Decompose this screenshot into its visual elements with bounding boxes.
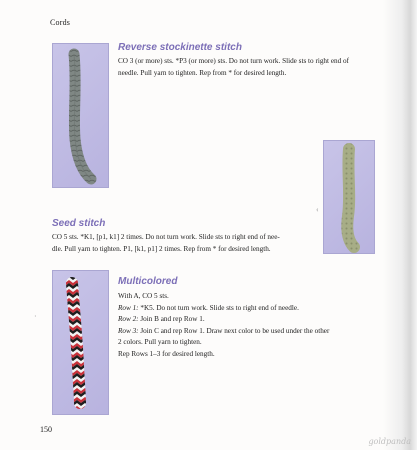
photo-reverse-stockinette bbox=[52, 43, 109, 188]
text-line: CO 5 sts. *K1, [p1, k1] 2 times. Do not turn work. Slide sts to right end of nee- bbox=[52, 233, 280, 241]
running-header: Cords bbox=[50, 18, 71, 27]
row-label: Row 2: bbox=[118, 315, 139, 323]
page-edge-shadow bbox=[383, 0, 417, 450]
text-line: CO 3 (or more) sts. *P3 (or more) sts. Do not turn work. Slide sts to right end of bbox=[118, 57, 349, 65]
text-line: With A, CO 5 sts. bbox=[118, 292, 169, 300]
margin-dot: · bbox=[34, 312, 37, 321]
row-label: Row 1: bbox=[118, 303, 139, 312]
text-line: Row 2: Join B and rep Row 1. bbox=[118, 315, 205, 323]
text-multicolored bbox=[118, 291, 388, 360]
row-label: Row 3: bbox=[118, 326, 139, 335]
margin-mark: ‹ bbox=[316, 205, 319, 214]
multicolor-cord-image bbox=[53, 271, 108, 414]
text-line: Rep Rows 1–3 for desired length. bbox=[118, 349, 215, 358]
text-line: Row 1: *K5. Do not turn work. Slide sts to right end of needle. bbox=[118, 303, 299, 312]
text-line: dle. Pull yarn to tighten. P1, [k1, p1] 2 times. Rep from * for desired length. bbox=[52, 244, 271, 253]
text-line: Row 3: Join C and rep Row 1. Draw next color to be used under the other bbox=[118, 326, 330, 335]
heading-reverse-stockinette: Reverse stockinette stitch bbox=[118, 42, 242, 53]
text-line: needle. Pull yarn to tighten. Rep from * for desired length. bbox=[118, 68, 287, 77]
text-reverse-stockinette bbox=[118, 56, 388, 79]
text-seed-stitch bbox=[52, 232, 352, 255]
text-line: 2 colors. Pull yarn to tighten. bbox=[118, 338, 202, 346]
heading-multicolored: Multicolored bbox=[118, 276, 178, 287]
photo-multicolored bbox=[52, 270, 109, 415]
watermark: goldpanda bbox=[368, 437, 411, 446]
gray-cord-image bbox=[53, 44, 108, 187]
heading-seed-stitch: Seed stitch bbox=[52, 218, 106, 229]
page-number: 150 bbox=[40, 425, 52, 434]
